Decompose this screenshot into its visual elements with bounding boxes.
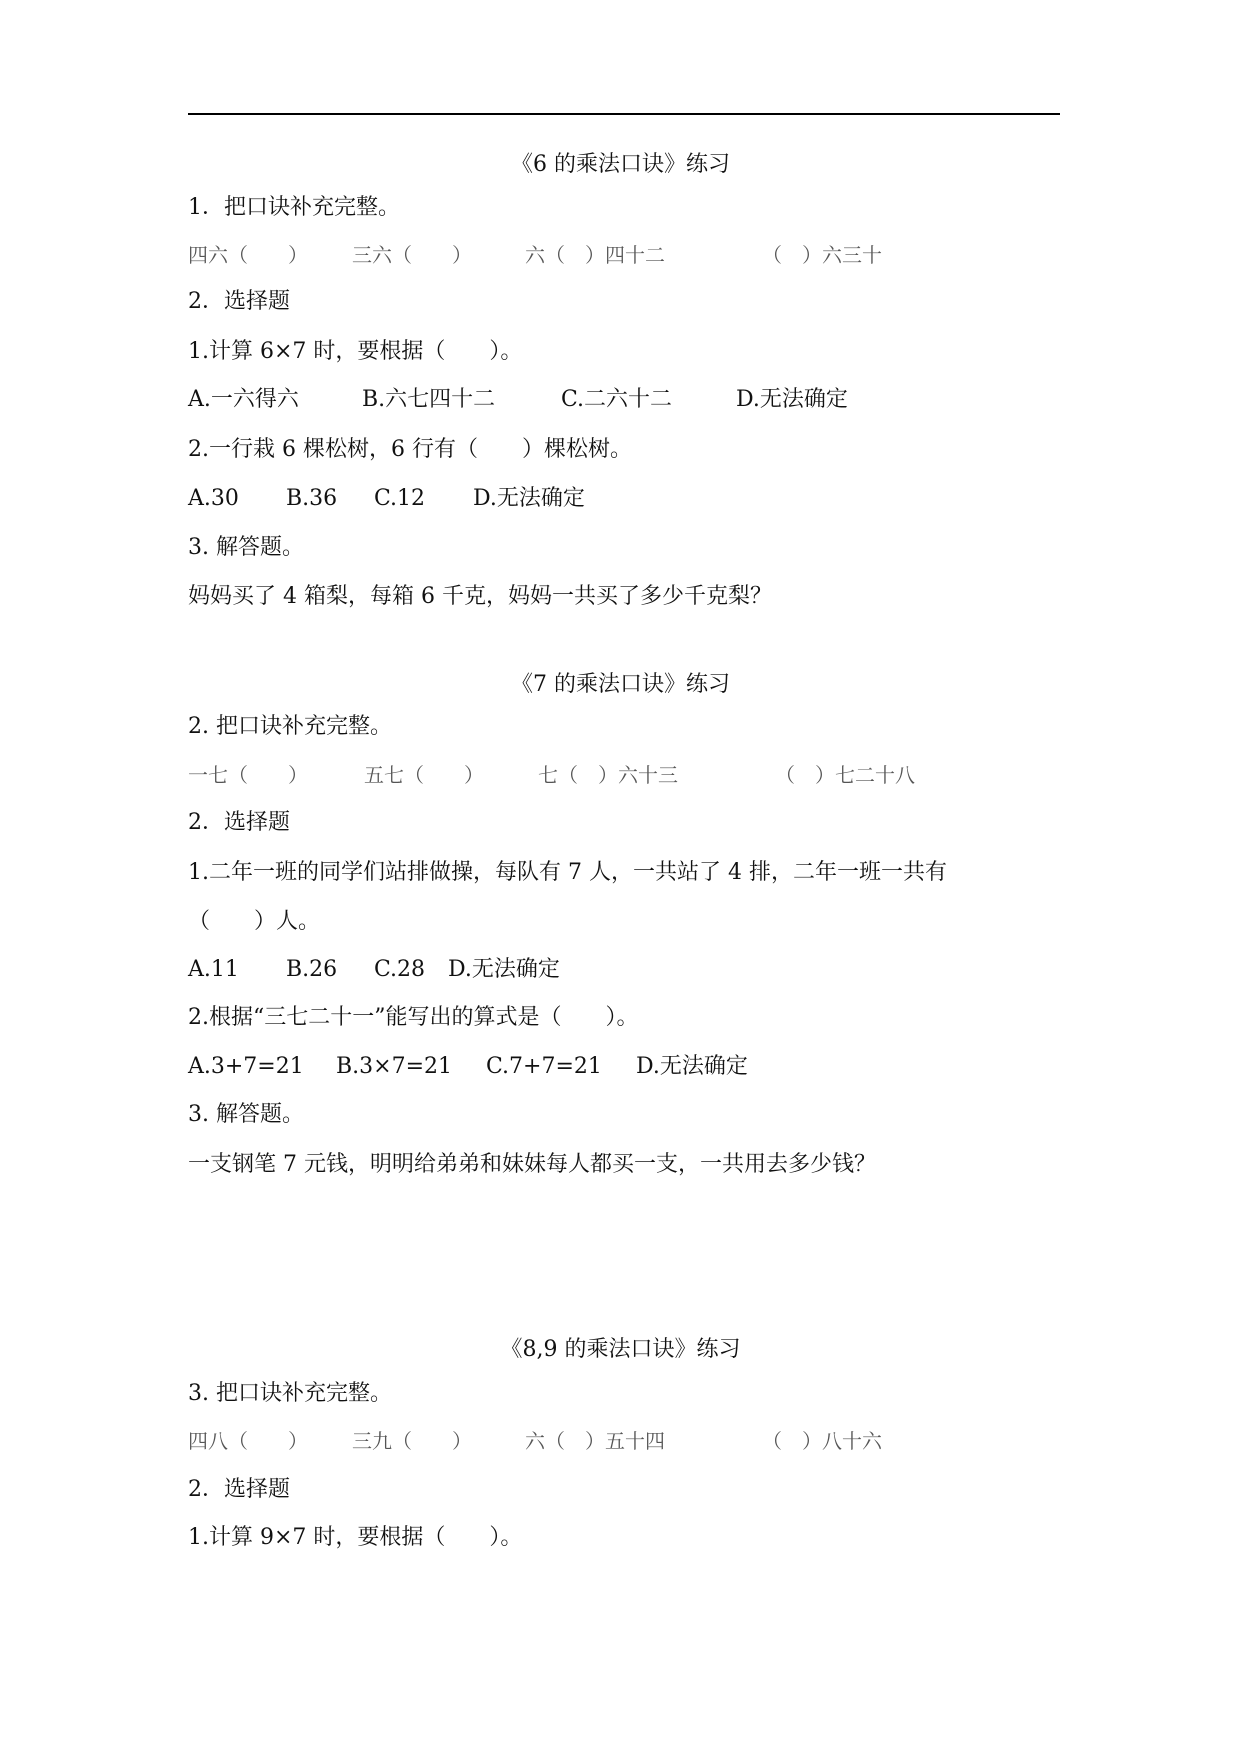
choice-option: B.六七四十二: [362, 387, 496, 412]
fill-blank-item: （ ）八十六: [762, 1429, 882, 1453]
choice-question: 1.计算 6×7 时，要根据（ ）。: [188, 339, 523, 364]
section-title: 《6 的乘法口诀》练习: [511, 152, 730, 177]
question-heading: 3. 解答题。: [188, 1102, 304, 1127]
question-heading: 2．选择题: [188, 1477, 290, 1502]
choice-question-cont: （ ）人。: [188, 909, 321, 934]
choice-option: A.30: [188, 486, 239, 511]
question-heading: 2．选择题: [188, 810, 290, 835]
word-problem: 妈妈买了 4 箱梨，每箱 6 千克，妈妈一共买了多少千克梨？: [188, 584, 772, 609]
fill-blank-item: （ ）七二十八: [775, 763, 915, 787]
question-heading: 1．把口诀补充完整。: [188, 195, 400, 220]
fill-blank-item: 四六（ ）: [188, 243, 308, 267]
header-rule: [188, 113, 1060, 115]
fill-blank-item: 一七（ ）: [188, 763, 308, 787]
choice-option: D.无法确定: [448, 957, 560, 982]
fill-blank-item: 三六（ ）: [352, 243, 472, 267]
choice-option: A.一六得六: [188, 387, 299, 412]
choice-question: 1.计算 9×7 时，要根据（ ）。: [188, 1525, 523, 1550]
fill-blank-item: 四八（ ）: [188, 1429, 308, 1453]
section-title: 《8,9 的乘法口诀》练习: [500, 1337, 741, 1362]
choice-option: B.3×7=21: [336, 1054, 453, 1079]
choice-question: 1.二年一班的同学们站排做操，每队有 7 人，一共站了 4 排，二年一班一共有: [188, 860, 947, 885]
word-problem: 一支钢笔 7 元钱，明明给弟弟和妹妹每人都买一支，一共用去多少钱？: [188, 1152, 876, 1177]
choice-option: A.3+7=21: [188, 1054, 304, 1079]
section-title: 《7 的乘法口诀》练习: [511, 672, 730, 697]
fill-blank-item: 七（ ）六十三: [538, 763, 678, 787]
choice-option: D.无法确定: [636, 1054, 748, 1079]
choice-option: C.12: [374, 486, 426, 511]
question-heading: 3. 解答题。: [188, 535, 304, 560]
choice-option: D.无法确定: [473, 486, 585, 511]
choice-option: C.二六十二: [561, 387, 673, 412]
fill-blank-item: 五七（ ）: [364, 763, 484, 787]
choice-option: B.26: [286, 957, 338, 982]
choice-option: C.28: [374, 957, 426, 982]
choice-question: 2.一行栽 6 棵松树，6 行有（ ）棵松树。: [188, 437, 632, 462]
fill-blank-item: 三九（ ）: [352, 1429, 472, 1453]
choice-option: C.7+7=21: [486, 1054, 602, 1079]
question-heading: 3. 把口诀补充完整。: [188, 1381, 392, 1406]
fill-blank-item: 六（ ）四十二: [525, 243, 665, 267]
question-heading: 2. 把口诀补充完整。: [188, 714, 392, 739]
choice-option: D.无法确定: [736, 387, 848, 412]
choice-option: A.11: [188, 957, 239, 982]
choice-question: 2.根据“三七二十一”能写出的算式是（ ）。: [188, 1005, 639, 1030]
choice-option: B.36: [286, 486, 338, 511]
fill-blank-item: 六（ ）五十四: [525, 1429, 665, 1453]
question-heading: 2．选择题: [188, 289, 290, 314]
fill-blank-item: （ ）六三十: [762, 243, 882, 267]
